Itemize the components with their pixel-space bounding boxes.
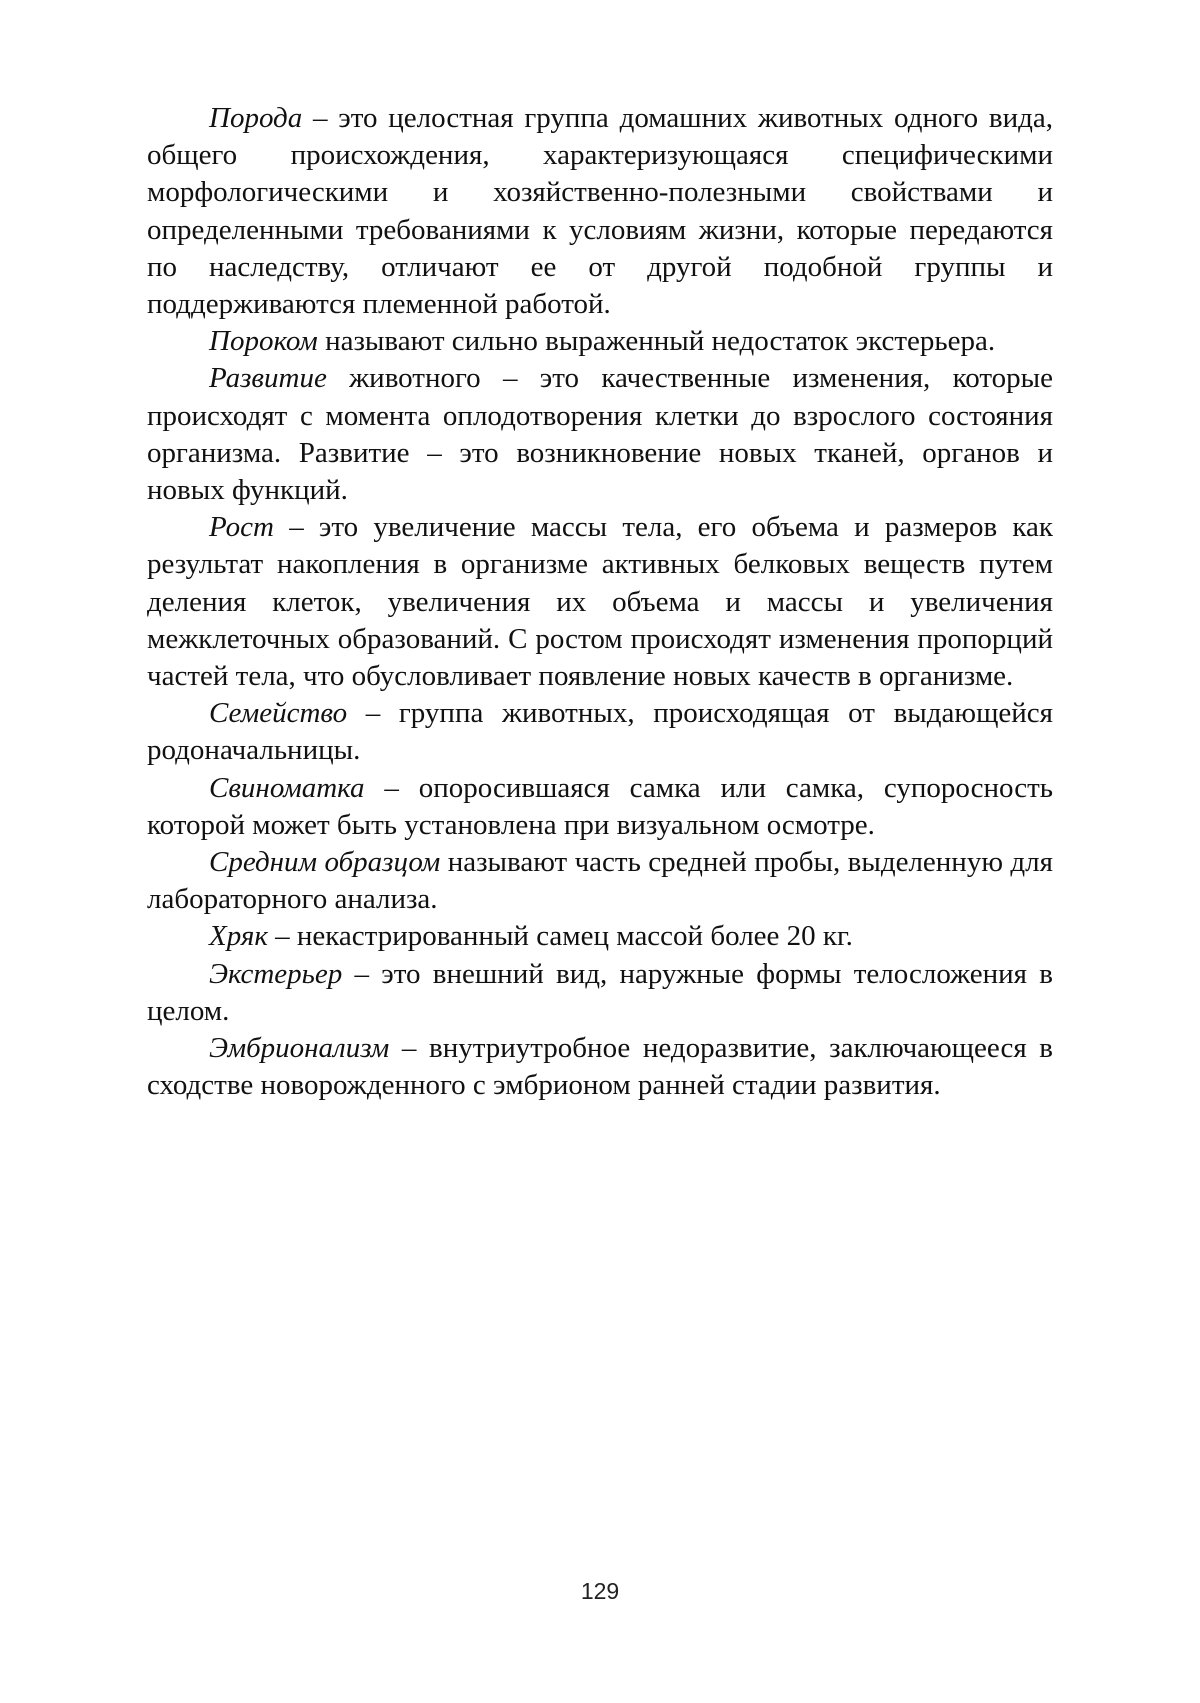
definition: называют сильно выраженный недостаток экстерьера. xyxy=(317,325,996,358)
term: Рост xyxy=(209,511,274,544)
glossary-entry-svinomatka xyxy=(147,770,1053,844)
definition: – опоросившаяся самка или самка, супоросность которой может быть установлена при визуальном осмотре. xyxy=(147,771,1053,841)
term: Хряк xyxy=(209,920,268,953)
glossary-entry-khryak xyxy=(147,918,1053,955)
glossary-entry-srednim-obraztsom xyxy=(147,844,1053,918)
term: Порода xyxy=(209,102,303,134)
term: Экстерьер xyxy=(209,957,343,990)
definition: – это увеличение массы тела, его объема и размеров как результат накопления в организме активных белковых веществ путем деления клеток, увеличения их объема и массы и увеличения межклеточных образований. С ростом происходят изменения пропорций частей тела, что обусловливает появление новых качеств в организме. xyxy=(147,511,1053,693)
page-number: 129 xyxy=(580,1578,620,1604)
definition: – группа животных, происходящая от выдающейся родоначальницы. xyxy=(147,697,1053,767)
glossary-entry-poroda xyxy=(147,100,1053,323)
glossary-entry-embrionalizm xyxy=(147,1030,1053,1104)
definition: животного – это качественные изменения, которые происходят с момента оплодотворения клетки до взрослого состояния организма. Развитие – это возникновение новых тканей, органов и новых функций. xyxy=(147,362,1053,507)
term: Средним образцом xyxy=(209,846,441,879)
term: Развитие xyxy=(209,362,327,395)
definition: – это внешний вид, наружные формы телосложения в целом. xyxy=(147,957,1053,1027)
glossary-entry-razvitie xyxy=(147,360,1053,509)
term: Свиноматка xyxy=(209,771,365,804)
definition: – это целостная группа домашних животных одного вида, общего происхождения, характеризующаяся специфическими морфологическими и хозяйственно-полезными свойствами и определенными требованиями к условиям жизни, которые передаются по наследству, отличают ее от другой подобной группы и поддерживаются племенной работой. xyxy=(147,102,1053,321)
glossary-entry-semeystvo xyxy=(147,695,1053,769)
glossary-entry-porok xyxy=(147,323,1053,360)
glossary-text xyxy=(147,100,1053,1104)
definition: – некастрированный самец массой более 20 кг. xyxy=(267,920,853,953)
term: Пороком xyxy=(209,325,318,358)
glossary-entry-rost xyxy=(147,509,1053,695)
definition: называют часть средней пробы, выделенную для лабораторного анализа. xyxy=(147,846,1053,916)
definition: – внутриутробное недоразвитие, заключающееся в сходстве новорожденного с эмбрионом ранней стадии развития. xyxy=(147,1032,1053,1102)
glossary-entry-eksterer xyxy=(147,956,1053,1030)
term: Семейство xyxy=(209,697,348,730)
term: Эмбрионализм xyxy=(209,1032,390,1065)
